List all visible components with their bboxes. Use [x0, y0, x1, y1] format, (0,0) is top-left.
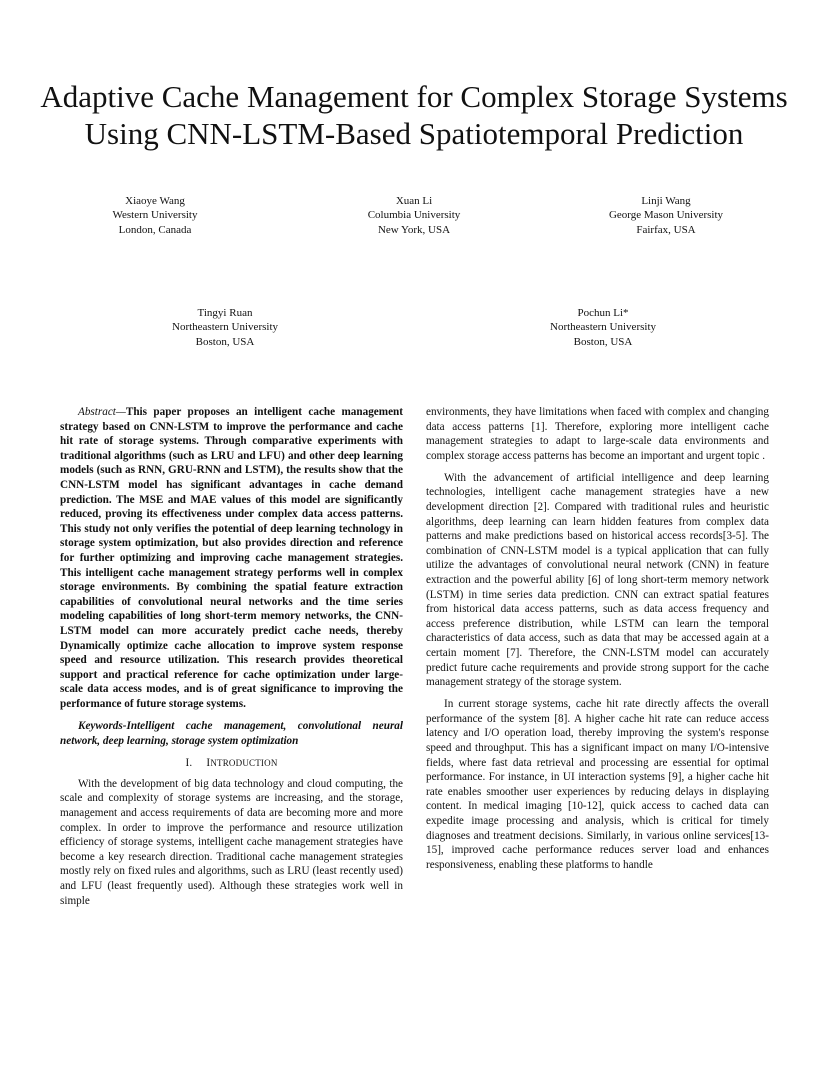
author-block-3	[571, 194, 761, 237]
author-block-4	[130, 306, 320, 349]
author-block-1	[60, 194, 250, 237]
author-affiliation: George Mason University	[608, 209, 724, 222]
author-block-5	[508, 306, 698, 349]
author-location: Boston, USA	[573, 335, 633, 348]
author-name: Xuan Li	[395, 195, 433, 207]
author-name: Pochun Li*	[577, 307, 629, 319]
abstract	[60, 405, 403, 711]
author-affiliation: Northeastern University	[172, 321, 278, 334]
section-heading-introduction	[60, 756, 403, 771]
author-name: Linji Wang	[641, 195, 691, 207]
section-title-rest: NTRODUCTION	[210, 758, 278, 769]
intro-paragraph-1: With the development of big data technology and cloud computing, the scale and complexity of storage systems are increasing, and the storage, management and access requirements of data are becoming more and more complex. In order to improve the performance and resource utilization efficiency of storage systems, intelligent cache management strategies have become a key research direction. Traditional cache management strategies mostly rely on fixed rules and algorithms, such as LRU (least recently used) and LFU (least frequently used). Although these strategies work well in simple	[60, 777, 403, 907]
author-location: London, Canada	[118, 223, 192, 236]
author-location: Boston, USA	[195, 335, 255, 348]
author-affiliation: Northeastern University	[550, 321, 656, 334]
author-block-2	[319, 194, 509, 237]
section-number: I.	[185, 757, 193, 770]
author-affiliation: Western University	[112, 209, 198, 222]
paper-title: Adaptive Cache Management for Complex Storage Systems Using CNN-LSTM-Based Spatiotemporal Prediction	[40, 79, 788, 151]
author-name: Xiaoye Wang	[125, 195, 185, 207]
right-column	[426, 405, 769, 880]
abstract-body: This paper proposes an intelligent cache management strategy based on CNN-LSTM to improve the performance and cache hit rate of storage systems. Through comparative experiments with traditional algorithms (such as LRU and LFU) and other deep learning models (such as RNN, GRU-RNN and LSTM), the results show that the CNN-LSTM model has significant advantages in cache demand prediction. The MSE and MAE values of this model are significantly reduced, proving its effectiveness under complex data access patterns. This study not only verifies the potential of deep learning technology in storage system optimization, but also provides direction and reference for further optimizing and improving cache management strategies. This intelligent cache management strategy performs well in complex storage environments. By combining the spatial feature extraction capabilities of convolutional neural networks and the time series modeling capabilities of long short-term memory networks, the CNN-LSTM model can more accurately predict cache needs, thereby Dynamically optimize cache allocation to improve system response speed and resource utilization. This research provides theoretical support and practical reference for cache optimization under large-scale data access modes, and is of great significance to improving the performance of future storage systems.	[60, 406, 403, 710]
author-affiliation: Columbia University	[367, 209, 461, 222]
abstract-lead: Abstract—	[78, 406, 126, 418]
author-location: Fairfax, USA	[636, 223, 696, 236]
intro-paragraph-1-continued: environments, they have limitations when faced with complex and changing data access patterns [1]. Therefore, exploring more intelligent cache management strategies to adapt to large-scale data environments and complex storage access patterns has become an important and urgent topic .	[426, 406, 769, 462]
author-name: Tingyi Ruan	[197, 307, 253, 319]
left-column	[60, 405, 403, 916]
keywords: Keywords-Intelligent cache management, convolutional neural network, deep learning, storage system optimization	[60, 719, 403, 747]
intro-paragraph-2: With the advancement of artificial intelligence and deep learning technologies, intelligent cache management strategies have a new development direction [2]. Compared with traditional rules and heuristic algorithms, deep learning can learn hidden features from complex data patterns and make predictions based on historical access records[3-5]. The combination of CNN-LSTM model is a typical application that can fully utilize the advantages of convolutional neural network (CNN) in feature extraction and the powerful ability [6] of long short-term memory network (LSTM) in time series data prediction. CNN can extract spatial features from historical data access patterns, such as data access frequency and access preference distribution, while LSTM can learn the temporal characteristics of data access, such as data that may be accessed again at a certain moment [7]. Therefore, the CNN-LSTM model can accurately predict future cache requirements and provide strong support for the cache management strategy of the storage system.	[426, 471, 769, 689]
intro-paragraph-3: In current storage systems, cache hit rate directly affects the overall performance of the system [8]. A higher cache hit rate can reduce access latency and I/O operation load, thereby improving the system's response speed and throughput. This has a significant impact on many I/O-intensive fields, where fast data retrieval and processing are essential for optimal performance. For instance, in UI interaction systems [9], a higher cache hit rate enables smoother user experiences by reducing delays in displaying content. In medical imaging [10-12], quick access to cached data can expedite image processing and analysis, which is critical for timely diagnoses and treatment decisions. Similarly, in various online services[13-15], improved cache performance reduces server load and enhances responsiveness, enabling these platforms to handle	[426, 698, 769, 871]
author-location: New York, USA	[377, 223, 451, 236]
section-title-initial: I	[206, 757, 211, 770]
